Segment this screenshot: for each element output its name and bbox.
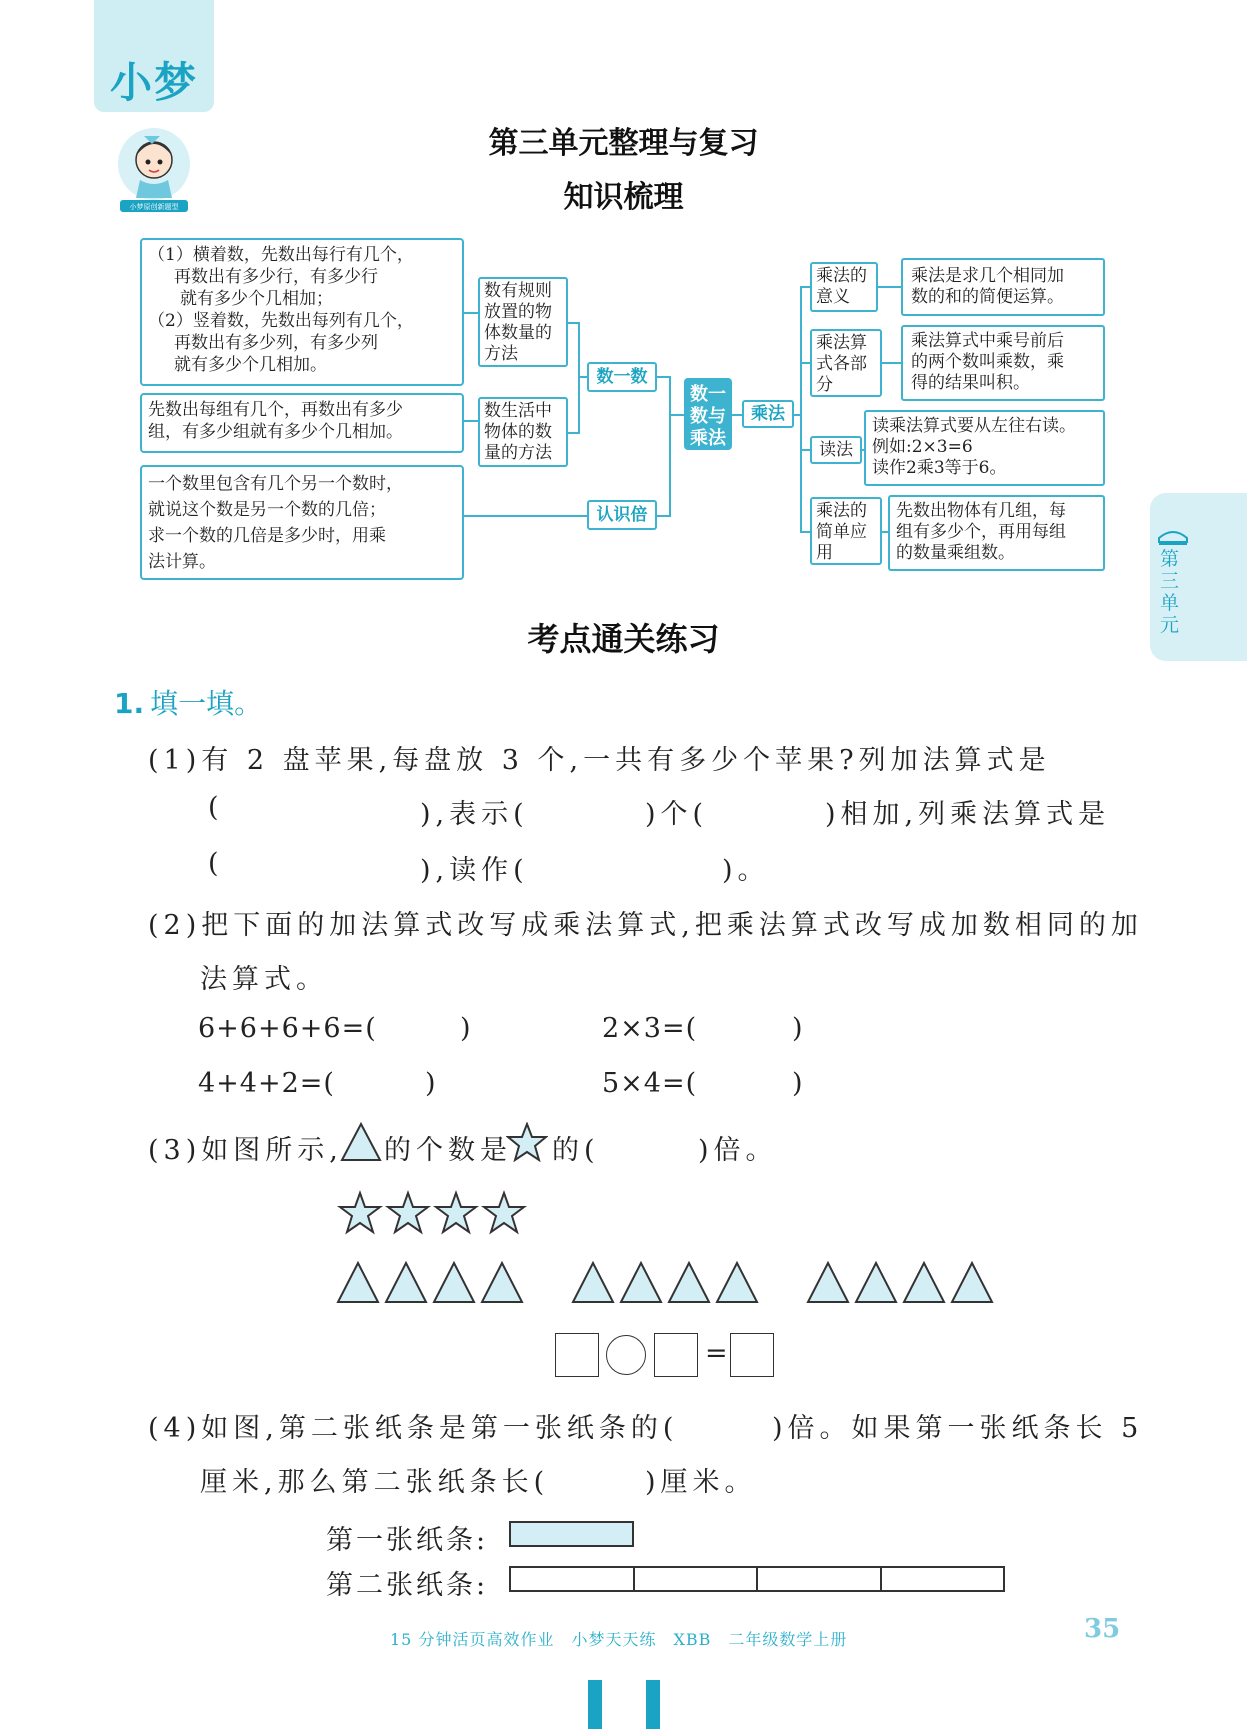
connector: [657, 515, 669, 517]
answer-box-3[interactable]: [730, 1333, 774, 1377]
answer-box-1[interactable]: [555, 1333, 599, 1377]
unit-tab-icon: [1156, 524, 1190, 546]
q1-represents: ),表示(: [420, 799, 529, 830]
triangle-2: [386, 1263, 426, 1302]
section-1-heading: 1. 填一填。: [114, 687, 263, 720]
connector: [669, 376, 671, 517]
equals-sign: =: [705, 1338, 728, 1369]
q2-expr-4: 5×4=(: [602, 1068, 698, 1099]
connector: [878, 286, 901, 288]
q2-line2: 法算式。: [200, 964, 328, 995]
binding-mark: [646, 1680, 660, 1729]
unit-side-label: 第三单元: [1160, 548, 1180, 636]
strip1-label: 第一张纸条:: [326, 1525, 489, 1556]
strip-segment: [758, 1568, 882, 1590]
strip2-label: 第二张纸条:: [326, 1570, 489, 1601]
triangle-7: [669, 1263, 709, 1302]
q3-end: )倍。: [698, 1135, 778, 1166]
connector: [882, 531, 888, 533]
connector: [800, 531, 810, 533]
mindmap-text-parts: 乘法算式中乘号前后 的两个数叫乘数，乘 得的结果叫积。: [901, 325, 1105, 401]
operator-circle[interactable]: [606, 1335, 646, 1375]
connector: [464, 420, 478, 422]
triangle-6: [621, 1263, 661, 1302]
page-number: 35: [1084, 1614, 1121, 1644]
q2-line1: (2)把下面的加法算式改写成乘法算式,把乘法算式改写成加数相同的加: [148, 910, 1143, 941]
connector: [578, 322, 580, 434]
q2-close-2: ): [792, 1013, 808, 1044]
mindmap-node-times: 认识倍: [587, 500, 657, 530]
triangle-10: [856, 1263, 896, 1302]
connector: [862, 449, 864, 451]
star-3: [436, 1193, 476, 1232]
triangle-1: [338, 1263, 378, 1302]
q4-line2-b: )厘米。: [645, 1467, 757, 1498]
triangle-12: [952, 1263, 992, 1302]
mindmap-text-reading: 读乘法算式要从左往右读。 例如:2×3=6 读作2乘3等于6。: [864, 410, 1105, 486]
section-subtitle: 知识梳理: [563, 180, 684, 215]
q1-paren-open: (: [208, 792, 224, 823]
binding-mark: [588, 1680, 602, 1729]
mindmap-text-meaning: 乘法是求几个相同加 数的和的简便运算。: [901, 258, 1105, 316]
mindmap-method-regular: 数有规则 放置的物 体数量的 方法: [478, 277, 568, 367]
mindmap-method-daily: 数生活中 物体的数 量的方法: [478, 397, 568, 467]
q1-line1: (1)有 2 盘苹果,每盘放 3 个,一共有多少个苹果?列加法算式是: [148, 745, 1051, 776]
strip-segment: [635, 1568, 759, 1590]
connector: [800, 449, 810, 451]
stars-row: [336, 1190, 536, 1236]
connector: [464, 515, 587, 517]
mindmap-box-times-concept: 一个数里包含有几个另一个数时， 就说这个数是另一个数的几倍； 求一个数的几倍是多少时，用乘 法计算。: [140, 465, 464, 580]
mindmap-text-application: 先数出物体有几组，每 组有多少个，再用每组 的数量乘组数。: [888, 495, 1105, 571]
star-2: [388, 1193, 428, 1232]
triangles-row: [336, 1260, 996, 1306]
connector: [800, 362, 810, 364]
mindmap-label-application: 乘法的 简单应 用: [810, 497, 882, 565]
q2-close-4: ): [792, 1068, 808, 1099]
q4-line2-a: 厘米,那么第二张纸条长(: [200, 1467, 550, 1498]
paper-strip-1: [509, 1521, 634, 1547]
triangle-11: [904, 1263, 944, 1302]
practice-title: 考点通关练习: [527, 620, 720, 658]
mindmap-label-reading: 读法: [810, 436, 862, 464]
svg-text:小梦原创新题型: 小梦原创新题型: [129, 203, 179, 211]
q1-paren-open-2: (: [208, 848, 224, 879]
star-4: [484, 1193, 524, 1232]
q2-close-3: ): [425, 1068, 441, 1099]
q1-count: )个(: [645, 799, 709, 830]
strip-segment: [511, 1568, 635, 1590]
q1-mult-prompt: )相加,列乘法算式是: [825, 799, 1111, 830]
strip-segment: [882, 1568, 1004, 1590]
connector: [568, 432, 578, 434]
q2-close-1: ): [460, 1013, 476, 1044]
mindmap-label-meaning: 乘法的 意义: [810, 262, 878, 312]
connector: [669, 414, 684, 416]
footer-text: 15 分钟活页高效作业 小梦天天练 XBB 二年级数学上册: [390, 1630, 848, 1649]
q3-mid: 的个数是: [384, 1135, 512, 1166]
connector: [800, 286, 802, 532]
q2-expr-1: 6+6+6+6=(: [198, 1013, 377, 1044]
triangle-3: [434, 1263, 474, 1302]
triangle-4: [482, 1263, 522, 1302]
triangle-9: [808, 1263, 848, 1302]
q4-line1-a: (4)如图,第二张纸条是第一张纸条的(: [148, 1413, 679, 1444]
mindmap-node-count: 数一数: [587, 362, 657, 392]
q1-read-as: ),读作(: [420, 855, 529, 886]
mindmap-box-count-methods: （1）横着数，先数出每行有几个， 再数出有多少行，有多少行 就有多少个几相加； （2）竖着数，先数出每列有几个， 再数出有多少列，有多少列 就有多少个几相加。: [140, 238, 464, 386]
connector: [568, 322, 578, 324]
triangle-icon: [340, 1122, 382, 1162]
mindmap-box-group-count: 先数出每组有几个，再数出有多少 组，有多少组就有多少个几相加。: [140, 393, 464, 453]
q3-prefix: (3)如图所示,: [148, 1135, 343, 1166]
connector: [800, 286, 810, 288]
q1-end: )。: [722, 855, 770, 886]
q2-expr-2: 2×3=(: [602, 1013, 698, 1044]
triangle-5: [573, 1263, 613, 1302]
star-1: [340, 1193, 380, 1232]
connector: [657, 376, 669, 378]
connector: [464, 312, 478, 314]
star-icon: [506, 1122, 548, 1162]
connector: [578, 376, 587, 378]
q3-suffix: 的(: [552, 1135, 600, 1166]
connector: [882, 362, 901, 364]
q4-line1-b: )倍。如果第一张纸条长 5: [772, 1413, 1144, 1444]
page-title: 第三单元整理与复习: [488, 126, 759, 161]
triangle-8: [717, 1263, 757, 1302]
brand-logo: 小梦: [110, 58, 199, 107]
connector: [732, 414, 742, 416]
mindmap-center-node: 数一 数与 乘法: [684, 378, 732, 450]
mindmap-label-parts: 乘法算 式各部 分: [810, 329, 882, 397]
answer-box-2[interactable]: [654, 1333, 698, 1377]
mindmap-node-multiplication: 乘法: [742, 400, 794, 428]
q2-expr-3: 4+4+2=(: [198, 1068, 335, 1099]
paper-strip-2: [509, 1566, 1005, 1592]
